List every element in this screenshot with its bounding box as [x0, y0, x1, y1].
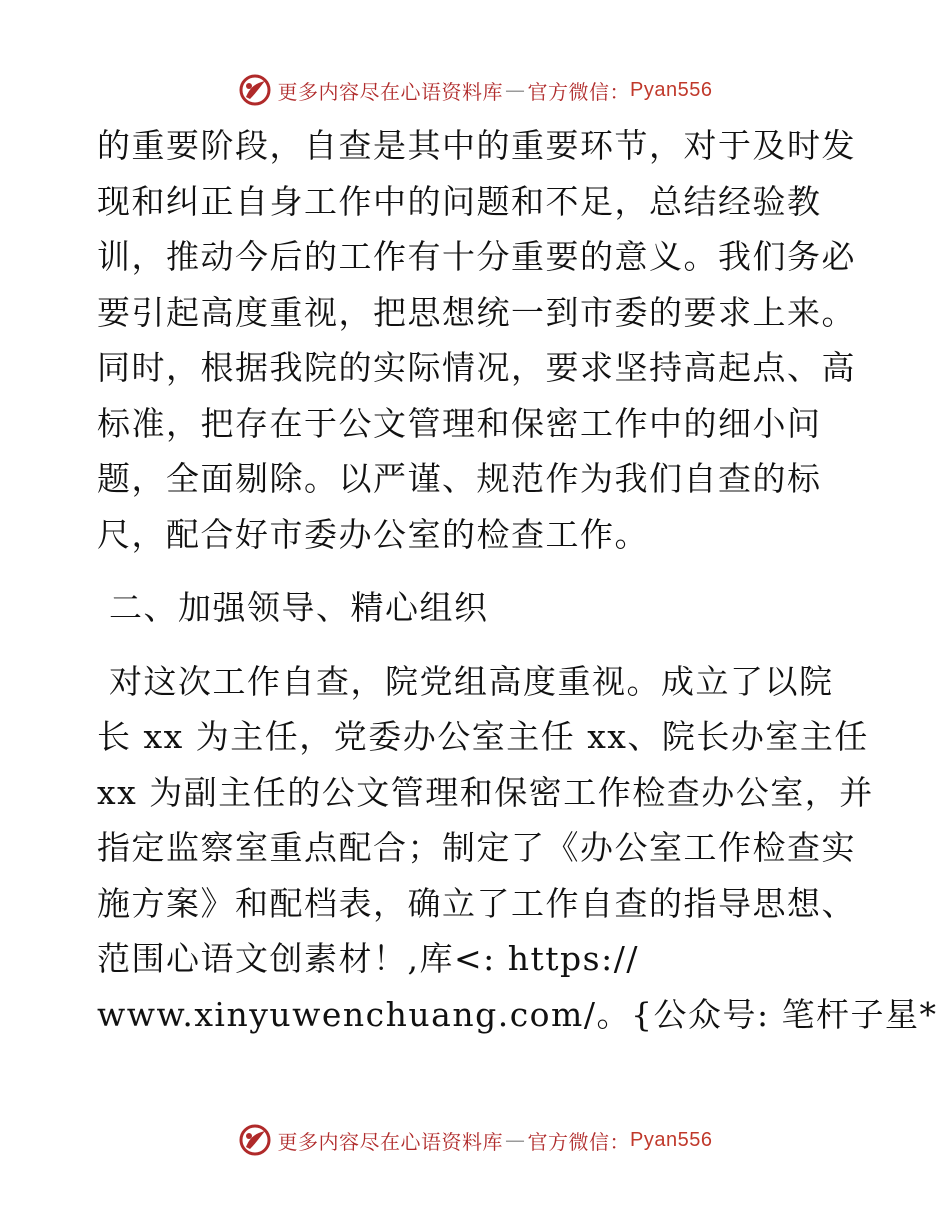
text-line: 尺，配合好市委办公室的检查工作。	[97, 514, 649, 554]
text-line: www.xinyuwenchuang.com/。{公众号: 笔杆子星*	[97, 994, 938, 1034]
paragraph-2	[97, 654, 938, 1043]
text-line: 指定监察室重点配合；制定了《办公室工作检查实	[97, 828, 856, 867]
text-line: 长 xx 为主任，党委办公室主任 xx、院长办室主任	[97, 717, 869, 756]
watermark-label: 官方微信：	[527, 79, 631, 104]
watermark-wechat-id: Pyan556	[630, 1128, 713, 1151]
text-line: 现和纠正自身工作中的问题和不足，总结经验教	[97, 181, 822, 221]
paragraph-1	[97, 118, 877, 562]
text-line: xx 为副主任的公文管理和保密工作检查办公室，并	[97, 772, 874, 812]
watermark-separator: —	[505, 1128, 526, 1152]
watermark-label: 官方微信：	[527, 1129, 631, 1154]
text-line: 范围心语文创素材！,库<: https://	[97, 939, 639, 978]
text-line: 要引起高度重视，把思想统一到市委的要求上来。	[97, 292, 856, 332]
footer-watermark	[0, 1120, 950, 1160]
watermark-brand-text: 更多内容尽在心语资料库	[277, 1129, 504, 1154]
text-line: 训，推动今后的工作有十分重要的意义。我们务必	[97, 237, 856, 276]
header-watermark	[0, 70, 950, 110]
text-line: 同时，根据我院的实际情况，要求坚持高起点、高	[97, 348, 856, 387]
text-line: 对这次工作自查，院党组高度重视。成立了以院	[109, 661, 834, 701]
text-line: 题，全面剔除。以严谨、规范作为我们自查的标	[97, 459, 822, 498]
watermark-brand-text: 更多内容尽在心语资料库	[277, 79, 504, 104]
text-line: 施方案》和配档表，确立了工作自查的指导思想、	[97, 883, 856, 923]
text-line: 的重要阶段，自查是其中的重要环节，对于及时发	[97, 126, 856, 165]
watermark-separator: —	[505, 78, 526, 102]
brand-logo-icon	[238, 73, 272, 107]
watermark-wechat-id: Pyan556	[630, 78, 713, 101]
text-line: 标准，把存在于公文管理和保密工作中的细小问	[97, 403, 822, 443]
brand-logo-icon	[238, 1123, 272, 1157]
section-heading: 二、加强领导、精心组织	[109, 588, 489, 627]
document-body	[97, 118, 938, 1042]
